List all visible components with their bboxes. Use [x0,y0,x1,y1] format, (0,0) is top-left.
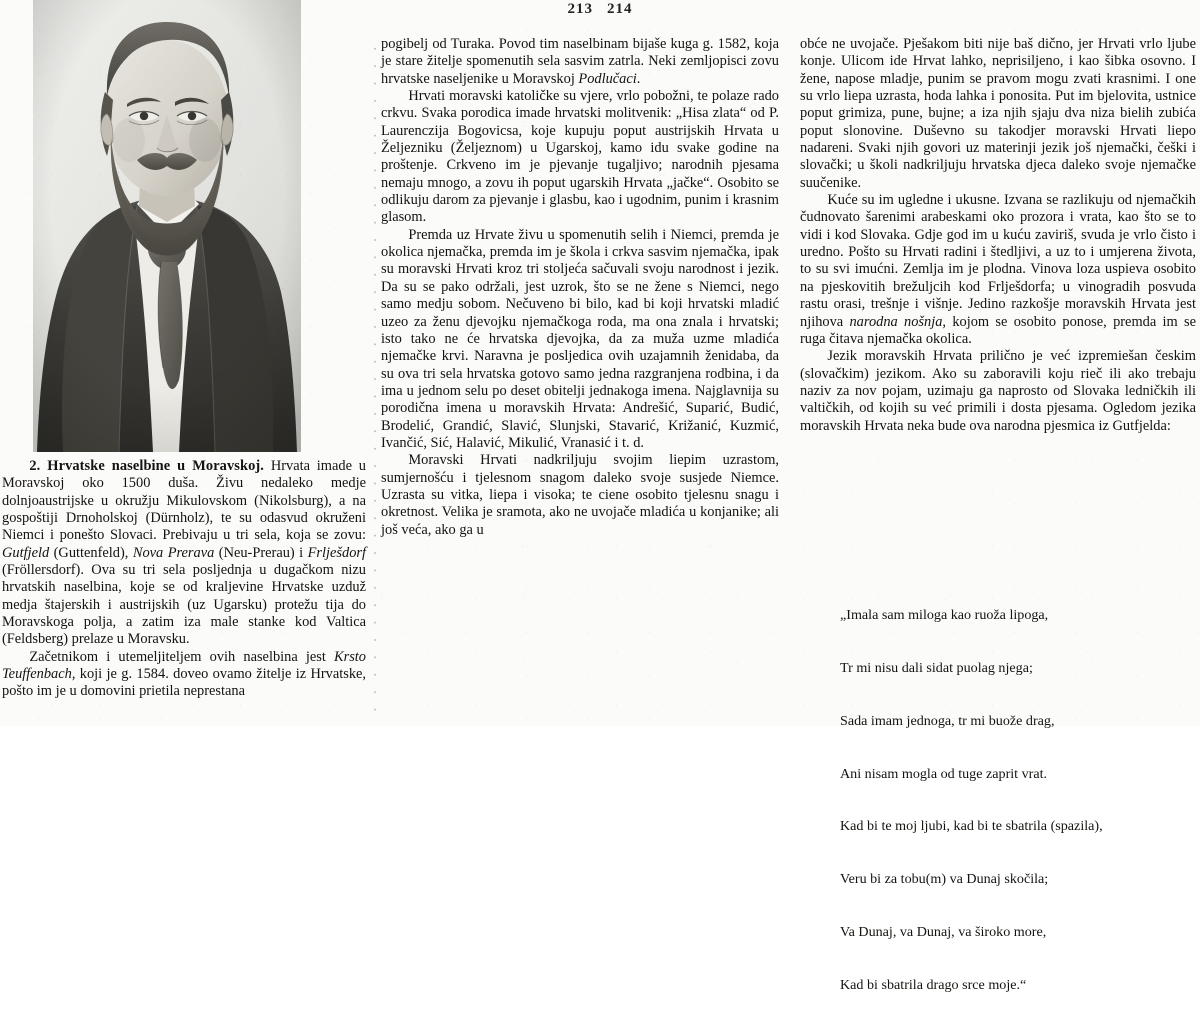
text-column-left [2,458,366,701]
paragraph-religion: Hrvati moravski katoličke su vjere, vrlo pobožni, te polaze rado crkvu. Svaka porodica imade hrvatski molitvenik: „Hisa zlata“ od P. Laurenczija Bogovicsa, koje kupuju poput austrijskih Hrvata u Željezniku (Željeznom) u Ugarskoj, kamo idu svake godine na proštenje. Crkveno im je pjevanje tugaljivo; narodnih pjesama nemaju mnogo, a zovu ih poput ugarskih Hrvata „jačke“. Osobito se odlikuju darom za pjevanje i glasbu, kao i ugodnim, punim i krasnim glasom. [381,88,779,226]
verse-line: Kad bi sbatrila drago srce moje.“ [840,976,1027,993]
paragraph-language-preservation: Premda uz Hrvate živu u spomenutih selih i Niemci, premda je okolica njemačka, premda im je škola i crkva sasvim njemačka, ipak su moravski Hrvati kroz tri stoljeća sačuvali svoju narodnost i jezik. Da su se pako održali, jest uzrok, što se ne žene s Niemci, nego samo medju sobom. Nečuveno bi bilo, kad bi koji hrvatski mladić uzeo za ženu djevojku njemačkoga roda, ma ona znala i hrvatski; isto tako ne će hrvatska djevojka, da za muža uzme mladića njemačke krvi. Naravna je posljedica ovih uzajamnih ženidaba, da su ova tri sela hrvatska gotovo samo jedna razgranjena rodbina, i da ima u jednom selu po deset obitelji jednakoga imena. Najglavnija su porodična imena u moravskih Hrvata: Andrešić, Suparić, Budić, Brodelić, Grandić, Slavić, Slunjski, Stavarić, Križanić, Kuzmić, Ivančić, Sić, Halavić, Mikulić, Vranasić i t. d. [381,226,779,451]
section-heading: 2. Hrvatske naselbine u Moravskoj. [29,458,264,474]
paragraph-houses: Kuće su im ugledne i ukusne. Izvana se razlikuju od njemačkih čudnovato šarenimi arabeskami oko prozora i vrata, kao što se to vidi i kod Slovaka. Gdje god im u kuću zaviriš, svuda je vrlo čisto i uredno. Pošto su Hrvati radini i štedljivi, a uz to i umjerena života, to su svi imućni. Zemlja im je plodna. Vinova loza uspieva osobito na pjeskovitih brežuljcih kod Frlješdorfa; u vinogradih posvuda rastu orasi, trešnje i višnje. Jedino razkošje moravskih Hrvata jest njihova narodna nošnja, kojom se osobito ponose, premda im se ruga čitava njemačka okolica. [800,192,1197,347]
person-name-krsto-teuffenbach: Krsto Teuffenbach [2,648,366,683]
text-column-right [800,36,1196,435]
figure-caption-paragraph [2,458,366,649]
exonym-podlucaci: Podlučaci [578,70,637,87]
village-name-gutfjeld: Gutfjeld [2,544,50,561]
paragraph-founder: Začetnikom i utemeljiteljem ovih naselbina jest Krsto Teuffenbach, koji je g. 1584. doveo ovamo žitelje iz Hrvatske, pošto im je u domovini prietila neprestana [2,648,366,700]
verse-line: Veru bi za tobu(m) va Dunaj skočila; [840,871,1049,888]
paragraph-physique: Moravski Hrvati nadkriljuju svojim liepim uzrastom, sumjernošću i tjelesnom snagom daleko svoje susjede Niemce. Uzrasta su vitka, liepa i visoka; te ciene osobito tjelesnu snagu i okretnost. Velika je sramota, ako ne uvojače mladića u konjanike; ali još veća, ako ga u [381,452,779,538]
portrait-engraving [33,0,301,452]
scan-gutter-speckles [371,40,379,720]
village-name-frljesdorf: Frlješdorf [307,544,366,561]
verse-line: „Imala sam miloga kao ruoža lipoga, [840,607,1049,624]
verse-line: Sada imam jednoga, tr mi buože drag, [840,712,1055,729]
folk-song-verse [840,572,1196,1029]
paragraph-appearance-continued: obće ne uvojače. Pješakom biti nije baš dično, jer Hrvati vrlo ljube konje. Ulicom ide Hrvat lahko, neprisiljeno, i kao šibka osovno. I žene, napose mladje, punim se pravom mogu zvati krasnimi. I one su vrlo liepa uzrasta, hoda lahka i ponosita. Put im bjelovita, ustnice poput grimiza, pune, bujne; a iza njih sjaju dva niza bielih zubića poput slonovine. Duševno su takodjer moravski Hrvati liepo nadareni. Svaki njih govori uz materinji jezik još njemački, češki i slovački; u školi nadkriljuju hrvatska djeca daleko svoje njemačke suučenike. [800,36,1196,191]
folio-right-page: 214 [607,1,633,17]
verse-line: Kad bi te moj ljubi, kad bi te sbatrila (spazila), [840,818,1103,835]
verse-line: Va Dunaj, va Dunaj, va široko more, [840,923,1047,940]
verse-line: Tr mi nisu dali sidat puolag njega; [840,659,1033,676]
folio-left-page: 213 [567,1,593,17]
paragraph-plague-continued: pogibelj od Turaka. Povod tim naselbinam bijaše kuga g. 1582, koja je stare žitelje spomenutih sela sasvim zatrla. Neki zemljopisci zovu hrvatske naseljenike u Moravskoj Podlučaci. [381,36,779,87]
text-column-middle [381,36,779,539]
caption-body-text: Hrvata imade u Moravskoj oko 1500 duša. Živu nedaleko medje dolnjoaustrijske u okružju Mikulovskom (Nikolsburg), a na gospoštiji Drnoholskoj (Dürnholz), te su odasvud okruženi Niemci i ponešto Slovaci. Prebivaju u tri sela, koja se zovu: Gutfjeld (Guttenfeld), Nova Prerava (Neu-Prerau) i Frlješdorf (Fröllersdorf). Ova su tri sela posljednja u dugačkom nizu hrvatskih naselbina, koje se od kraljevine Hrvatske uzduž medja štajerskih i austrijskih (uz Ugarsku) protežu tija do Moravskoga polja, a zatim iza male stanke kod Valtica (Feldsberg) prelaze u Moravsku. [2,458,366,648]
portrait-illustration [33,0,301,452]
term-narodna-nosnja: narodna nošnja [849,313,943,330]
verse-line: Ani nisam mogla od tuge zaprit vrat. [840,765,1048,782]
paragraph-language-mixture: Jezik moravskih Hrvata prilično je već izpremiešan českim (slovačkim) jezikom. Ako su zaboravili koju rieč ili ako trebaju naziv za nov pojam, uzimaju ga naprosto od Slovaka ledničkih ili valtičkih, od kojih su već primili i dosta pjesama. Ogledom jezika moravskih Hrvata neka bude ova narodna pjesmica iz Gutfjelda: [800,348,1196,434]
village-name-nova-prerava: Nova Prerava [132,544,215,561]
